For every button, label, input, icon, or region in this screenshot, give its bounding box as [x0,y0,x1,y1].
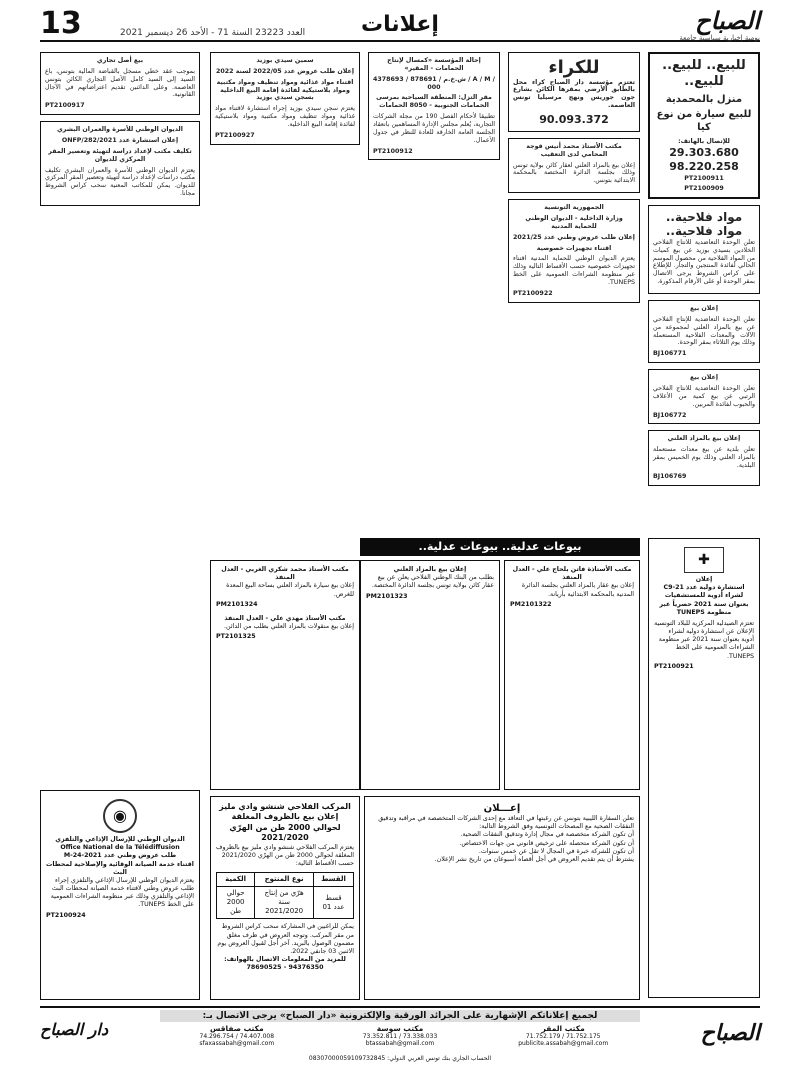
footer-brand-right: الصباح [700,1020,760,1046]
notice-1 [648,300,760,363]
rent-ad-title: للكراء [548,57,600,78]
telecom-ad [40,790,200,1000]
prison-ad [210,52,360,145]
complex-th-lot: القسط [314,873,354,887]
hotel-ad-ref: PT2100912 [373,147,413,155]
complex-th-product: نوع المنتوج [255,873,314,887]
court-ad-4-body: إعلان بيع منقولات بالمزاد العلني بطلب من الدائن. [224,623,354,631]
court-ad-3-body: إعلان بيع سيارة بالمزاد العلني بساحة البيع المعدة للغرض. [226,582,354,598]
court-ad-1-body: بطلب من البنك الوطني الفلاحي يعلن عن بيع عقار كائن بولاية تونس بجلسة الدائرة المختصة. [371,574,494,590]
office-hq [486,1024,640,1047]
office-sfax-tel: 74.296.754 / 74.407.008 [199,1033,275,1040]
complex-title: المركب الفلاحي شنشو وادي مليز [219,802,351,811]
office-sousse [323,1024,477,1047]
business-sale-ref: PT2100917 [45,102,85,110]
civil-protection-request-2: اقتناء تجهيزات خصوصية [536,244,612,252]
office-sousse-email: btassabah@gmail.com [365,1040,435,1047]
embassy-body: تعلن السفارة الليبية بتونس عن رغبتها في التعاقد مع إحدى الشركات المتخصصة في مراقبة وتدقيق النفقات الصحية مع المصحات التونسية وفق الشروط التالية: [378,815,634,831]
court-ad-3-ref: PM2101324 [216,600,258,608]
prison-ad-ref: PT2100927 [215,131,255,139]
court-ad-2-ref: PM2101322 [510,600,552,608]
brand-tagline: يومية إخبارية سياسية جامعة [679,34,760,42]
list-item: أن تكون للشركة خبرة في المجال لا تقل عن خمس سنوات. [478,847,634,855]
office-hq-tel: 71.752.179 / 71.752.175 [525,1033,601,1040]
footer-title: لجميع إعلاناتكم الإشهارية على الجرائد الورقية والإلكترونية «دار الصباح» يرجى الاتصال بـ: [160,1010,640,1022]
footer-brand-left: دار الصباح [40,1020,109,1039]
civil-protection-body: يعتزم الديوان الوطني للحماية المدنية اقتناء تجهيزات خصوصية حسب الأقساط التالية وذلك عبر منظومة الشراءات العمومية على الخط TUNEPS. [513,255,635,286]
sale-ad-phone-2: 98.220.258 [669,159,739,173]
lawyer-ad [508,138,640,193]
family-office-title: الديوان الوطني للأسرة والعمران البشري [57,126,183,134]
notice-2-title: إعلان بيع [689,374,719,382]
complex-sub-2: لحوالي 2000 طن من الهرّي 2021/2020 [229,822,341,843]
office-sfax-name: مكتب صفاقس [210,1024,264,1033]
pharmacy-tender-body: تعتزم الصيدلية المركزية للبلاد التونسية الإعلان عن استشارة دولية لشراء أدوية بعنوان سنة 2021 عبر منظومة الشراءات العمومية على الخط TUNEPS. [654,619,754,660]
notice-3-ref: BJ106769 [653,472,687,480]
sale-ad-phone-1: 29.303.680 [669,145,739,159]
civil-protection-ministry: وزارة الداخلية - الديوان الوطني للحماية المدنية [525,214,623,230]
column-left [40,52,200,782]
sale-ad-title: للبيع.. للبيع.. للبيع.. [662,58,746,90]
prison-ad-body: يعتزم سجن سيدي بوزيد إجراء استشارة لاقتناء مواد غذائية ومواد تنظيف ومواد مكتبية ومواد بلاستيكية لفائدة إقامة البيع الداخلية. [215,105,355,129]
complex-ad [210,796,360,1000]
sale-ad-ref-2: PT2100909 [684,185,724,193]
prison-ad-title: سمين سيدي بوزيد [256,57,314,64]
table-row [217,887,354,919]
business-sale-body: بموجب عقد خطي مسجل بالقباضة المالية بتونس، باع السيد إلى السيد كامل الأصل التجاري الكائن بتونس العاصمة. وعلى الدائنين تقديم اعتراضاتهم في الآجال القانونية. [45,67,195,99]
telecom-request: طلب عروض وطني عدد 2021-M-24 [63,852,177,860]
hotel-ad-body: تطبيقا لأحكام الفصل 190 من مجلة الشركات التجارية، يُعلم مجلس الإدارة المساهمين بانعقاد الجلسة العامة الخارقة للعادة للنظر في جدول الأعمال. [373,113,495,144]
civil-protection-ref: PT2100922 [513,289,553,297]
agri-ad-title: مواد فلاحية.. مواد فلاحية.. [665,210,743,239]
business-sale-ad [40,52,200,115]
hotel-ad [368,52,500,160]
court-ad-2 [504,560,640,790]
sale-ad-ref: PT2100911 [684,175,724,183]
pharmacy-logo-icon: ✚ [684,547,724,573]
notice-3-body: تعلن بلدية عن بيع معدات مستعملة بالمزاد العلني وذلك يوم الخميس بمقر البلدية. [653,446,755,470]
office-sfax [160,1024,314,1047]
court-ad-1-title: إعلان بيع بالمزاد العلني [393,566,467,573]
column-right [648,52,760,532]
court-ad-1 [360,560,500,790]
civil-protection-request: إعلان طلب عروض وطني عدد 2021/25 [513,233,635,241]
telecom-title-en: Office National de la Télédiffusion [60,844,180,852]
complex-contact: للمزيد من المعلومات الاتصال بالهواتف: 94376350 - 78690525 [224,956,346,972]
page-header [40,8,760,42]
sale-ad-phones-label: للإتصال بالهاتف: [678,138,730,145]
notice-2-ref: BJ106772 [653,411,687,419]
court-sales-banner: بيوعات عدلية.. بيوعات عدلية.. [360,538,640,556]
rent-ad [508,52,640,132]
sale-ad [648,52,760,199]
office-sousse-tel: 73.352.811 / 73.338.033 [362,1033,438,1040]
lawyer-ad-body: إعلان بيع بالمزاد العلني لعقار كائن بولاية تونس وذلك بجلسة الدائرة المختصة بالمحكمة الابتدائية بتونس. [513,161,635,185]
sale-ad-line2: للبيع سيارة من نوع كيا [656,109,752,133]
telecom-request-2: اقتناء خدمة الصيانة الوقائية والإصلاحية لمحطات البث [46,860,194,876]
court-ad-2-title: مكتب الأستاذة فاتن بلحاج علي - العدل المنفذ [512,566,632,582]
office-hq-name: مكتب المقر [541,1024,585,1033]
agri-ad [648,205,760,294]
prison-ad-req: اقتناء مواد غذائية ومواد تنظيف ومواد مكتبية ومواد بلاستيكية لفائدة إقامة البيع الداخلية بسجن سيدي بوزيد [216,78,354,102]
family-office-req: تكليف مكتب لإعداد دراسة لتهيئة وتعصير المقر المركزي للديوان [48,147,192,163]
court-ad-3 [210,560,360,790]
complex-td-lot: قسط عدد 01 [314,887,354,919]
court-ad-4-title: مكتب الأستاذ مهدي علي - العدل المنفذ [224,614,346,622]
family-office-ad [40,121,200,206]
column-3 [368,52,500,532]
hotel-ad-title: إحالة المؤسسة «كمسال لإنتاج الحمامات - المقير» [387,57,481,72]
footer-offices [160,1024,640,1047]
complex-body-2: يمكن للراغبين في المشاركة سحب كراس الشروط من مقر المركب. وتوجه العروض في ظرف مغلق مضمون الوصول بالبريد. آخر أجل لقبول العروض يوم الاثنين 03 جانفي 2022. [217,923,354,955]
hotel-ad-rc: ش.خ.م / 878691 / 4378693 / A / M / 000 [373,75,495,91]
notice-1-title: إعلان بيع [689,305,719,313]
complex-table [216,872,354,919]
brand-logo: الصباح [695,6,760,35]
hotel-ad-hq: مقر التزل: المنطقة السياحية بمرسى الحمامات الجنوبية - 8050 الحمامات [376,94,492,110]
page-number: 13 [40,6,82,41]
pharmacy-tender-sub: استشارة دولية عدد 21-C9 لشراء أدوية للمستشفيات بعنوان سنة 2021 حصرياً عبر منظومة TUNEPS [659,584,749,616]
notice-3-title: إعلان بيع بالمزاد العلني [667,435,741,443]
notice-1-ref: BJ106771 [653,350,687,358]
court-ad-1-ref: PM2101323 [366,592,408,600]
civil-protection-ad [508,199,640,303]
page-footer [40,1006,760,1064]
list-item: أن تكون الشركة متحصلة على ترخيص قانوني من جهات الاختصاص. [459,839,634,847]
rent-ad-body: تعتزم مؤسسة دار الصباح كراء محل بالطابق الأرضي بمقرها الكائن بشارع جون جوريس ونهج مرسيليا تونس العاصمة. [513,78,635,110]
telecom-title: الديوان الوطني للإرسال الإذاعي والتلفزي [55,836,185,843]
issue-line: العدد 23223 السنة 71 - الأحد 26 ديسمبر 2021 [120,28,306,38]
notice-1-body: تعلن الوحدة التعاضدية للإنتاج الفلاحي عن بيع بالمزاد العلني لمجموعة من الآلات والمعدات الفلاحية المستعملة وذلك يوم الثلاثاء بمقر الوحدة. [653,315,755,347]
section-title: إعلانات [361,12,439,37]
embassy-ad [364,796,640,1000]
complex-sub: إعلان بيع بالظروف المغلقة [231,812,339,822]
complex-body: يعتزم المركب الفلاحي شنشو وادي مليز بيع بالظروف المغلقة لحوالي 2000 طن من الهرّي 2021/2020 حسب الأقساط التالية: [216,843,354,867]
business-sale-title: بيع أصل تجاري [96,57,144,64]
telecom-logo-icon: ◉ [103,799,137,833]
pharmacy-tender [648,538,760,998]
notice-2-body: تعلن الوحدة التعاضدية للانتاج الفلاحي الرتبي عن بيع كمية من الأعلاف والحبوب لفائدة المربين. [653,385,755,408]
list-item: يشترط أن يتم تقديم العروض في أجل أقصاه أسبوعان من تاريخ نشر الإعلان. [434,855,634,863]
family-office-body: يعتزم الديوان الوطني للأسرة والعمران البشري تكليف مكتب دراسات لإعداد دراسة لتهيئة وتعصير المقر المركزي للديوان. يمكن للمكاتب المعنية سحب كراس الشروط مجانا. [45,166,195,198]
telecom-ref: PT2100924 [46,911,86,919]
lawyer-ad-title: مكتب الأستاذ محمد أنيس قوجة المحامي لدى التعقيب [526,142,622,158]
telecom-body: يعتزم الديوان الوطني للإرسال الإذاعي والتلفزي إجراء طلب عروض وطني لاقتناء خدمة الصيانة لمحطات البث الإذاعي والتلفزي وذلك عبر منظومة الشراءات العمومية على الخط TUNEPS. [50,876,194,909]
list-item: أن تكون الشركة متخصصة في مجال إدارة وتدقيق النفقات الصحية. [460,831,634,839]
footer-bank: الحساب الجاري بنك تونس العربي الدولي: 08307000059109732845 [308,1055,492,1062]
pharmacy-tender-title: إعلان [695,576,713,583]
office-hq-email: publicite.assabah@gmail.com [518,1040,609,1047]
sale-ad-line1: منزل بالمحمدية [665,93,743,105]
rent-ad-phone: 90.093.372 [539,113,609,127]
civil-protection-republic: الجمهورية التونسية [544,204,604,212]
agri-ad-body: تعلن الوحدة التعاضدية للانتاج الفلاحي الخلادين بسيدي بوزيد عن بيع كميات من المواد الفلاحية من محصول الموسم الحالي لفائدة المنتجين والتجار. للإطلاع على كراس الشروط يرجى الاتصال بمقر الوحدة أو على الأرقام المذكورة. [653,238,755,286]
complex-th-qty: الكمية [217,873,255,887]
complex-td-qty: حوالي 2000 طن [217,887,255,919]
court-ad-3-title: مكتب الأستاذ محمد شكري الغربي - العدل المنفذ [221,566,349,582]
column-2 [210,52,360,532]
column-4 [508,52,640,532]
court-ad-2-body: إعلان بيع عقار بالمزاد العلني بجلسة الدائرة المدنية بالمحكمة الابتدائية بأريانة. [521,582,634,598]
office-sousse-name: مكتب سوسة [376,1024,424,1033]
pharmacy-tender-ref: PT2100921 [654,662,694,670]
notice-3 [648,430,760,485]
complex-td-product: هرّي من إنتاج سنة 2021/2020 [255,887,314,919]
prison-ad-sub: إعلان طلب عروض عدد 2022/05 لسنة 2022 [216,67,354,75]
family-office-sub: إعلان استشارة عدد 2021/ONFP/282 [61,137,179,145]
notice-2 [648,369,760,424]
embassy-title: إعـــلان [483,803,521,814]
office-sfax-email: sfaxassabah@gmail.com [199,1040,275,1047]
court-ad-4-ref: PT2101325 [216,633,256,641]
